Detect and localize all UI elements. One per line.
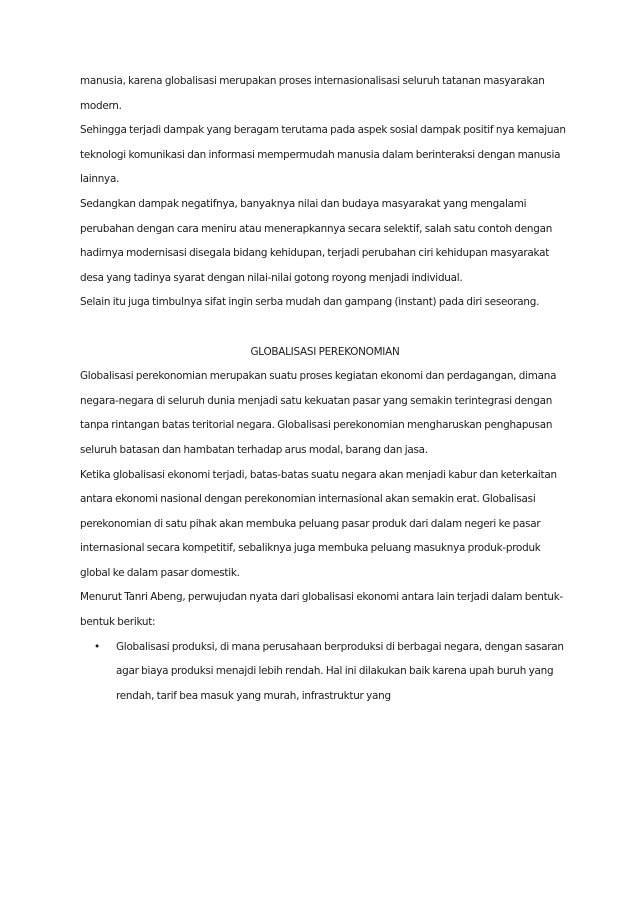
body-paragraph: Sehingga terjadi dampak yang beragam terutama pada aspek sosial dampak positif nya kemajuan teknologi komunikasi dan informasi mempermudah manusia dalam berinteraksi dengan manusia lainnya. — [80, 124, 566, 186]
body-paragraph: Ketika globalisasi ekonomi terjadi, batas-batas suatu negara akan menjadi kabur dan keterkaitan antara ekonomi nasional dengan perekonomian internasional akan semakin erat. Globalisasi perekonomian di satu pihak akan membuka peluang pasar produk dari dalam negeri ke pasar internasional secara kompetitif, sebaliknya juga membuka peluang masuknya produk-produk global ke dalam pasar domestik. — [80, 468, 557, 579]
bullet-icon: • — [94, 640, 100, 653]
body-paragraph: Sedangkan dampak negatifnya, banyaknya nilai dan budaya masyarakat yang mengalami perubahan dengan cara meniru atau menerapkannya secara selektif, salah satu contoh dengan hadirnya modernisasi disegala bidang kehidupan, terjadi perubahan ciri kehidupan masyarakat desa yang tadinya syarat dengan nilai-nilai gotong royong menjadi individual. — [80, 197, 553, 284]
section-heading: GLOBALISASI PEREKONOMIAN — [250, 345, 400, 358]
body-paragraph: Menurut Tanri Abeng, perwujudan nyata dari globalisasi ekonomi antara lain terjadi dalam bentuk-bentuk berikut: — [80, 591, 564, 629]
list-item — [80, 635, 570, 709]
list-item-text: Globalisasi produksi, di mana perusahaan berproduksi di berbagai negara, dengan sasaran agar biaya produksi menajdi lebih rendah. Hal ini dilakukan baik karena upah buruh yang rendah, tarif bea masuk yang murah, infrastruktur yang — [116, 640, 564, 702]
bullet-list — [80, 635, 570, 709]
document-body — [80, 69, 570, 708]
body-paragraph: Globalisasi perekonomian merupakan suatu proses kegiatan ekonomi dan perdagangan, dimana negara-negara di seluruh dunia menjadi satu kekuatan pasar yang semakin terintegrasi dengan tanpa rintangan batas teritorial negara. Globalisasi perekonomian mengharuskan penghapusan seluruh batasan dan hambatan terhadap arus modal, barang dan jasa. — [80, 370, 557, 456]
body-paragraph: Selain itu juga timbulnya sifat ingin serba mudah dan gampang (instant) pada diri seseorang. — [80, 296, 540, 309]
body-paragraph: manusia, karena globalisasi merupakan proses internasionalisasi seluruh tatanan masyarakan modern. — [80, 75, 545, 112]
paragraph-spacer — [80, 315, 570, 340]
